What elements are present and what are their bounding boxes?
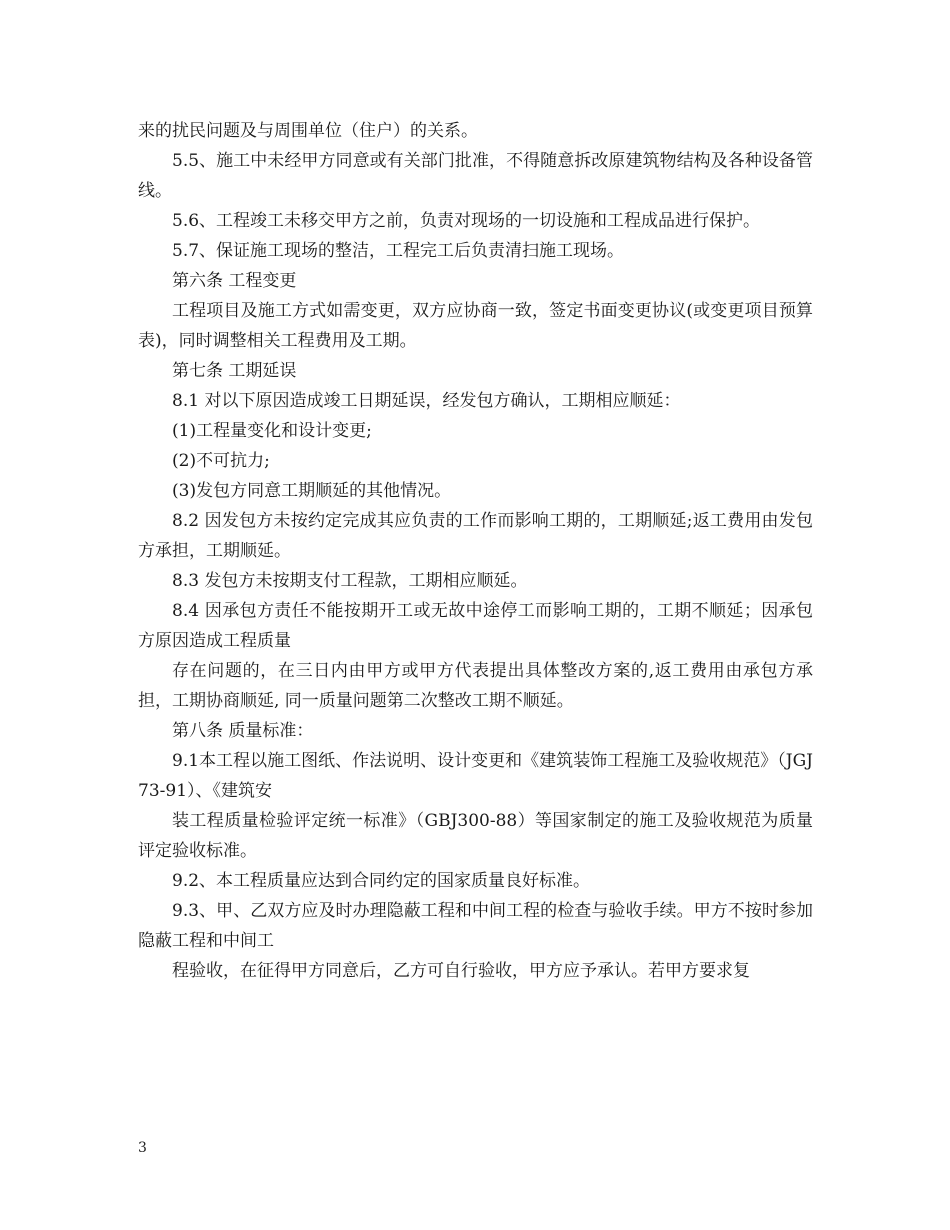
paragraph-17: 装工程质量检验评定统一标准》（GBJ300-88）等国家制定的施工及验收规范为质量评定验收标准。 — [138, 811, 813, 861]
page-number: 3 — [138, 1140, 147, 1156]
paragraph-20: 程验收，在征得甲方同意后，乙方可自行验收，甲方应予承认。若甲方要求复 — [172, 961, 750, 981]
paragraph-18: 9.2、本工程质量应达到合同约定的国家质量良好标准。 — [172, 871, 591, 891]
paragraph-16: 9.1本工程以施工图纸、作法说明、设计变更和《建筑装饰工程施工及验收规范》（JGJ73-91）、《建筑安 — [138, 751, 813, 801]
paragraph-11: 8.2 因发包方未按约定完成其应负责的工作而影响工期的，工期顺延;返工费用由发包方承担，工期顺延。 — [138, 511, 813, 561]
section-heading-8: 第八条 质量标准： — [172, 721, 314, 741]
paragraph-13: 8.4 因承包方责任不能按期开工或无故中途停工而影响工期的，工期不顺延；因承包方原因造成工程质量 — [138, 601, 813, 651]
section-heading-7: 第七条 工期延误 — [172, 361, 297, 381]
paragraph-5: 工程项目及施工方式如需变更，双方应协商一致，签定书面变更协议(或变更项目预算表)，同时调整相关工程费用及工期。 — [138, 301, 813, 351]
paragraph-0: 来的扰民问题及与周围单位（住户）的关系。 — [138, 121, 478, 141]
document-body — [138, 116, 813, 986]
list-item-2: (2)不可抗力; — [172, 451, 270, 471]
paragraph-3: 5.7、保证施工现场的整洁，工程完工后负责清扫施工现场。 — [172, 241, 625, 261]
list-item-3: (3)发包方同意工期顺延的其他情况。 — [172, 481, 452, 501]
paragraph-7: 8.1 对以下原因造成竣工日期延误，经发包方确认，工期相应顺延： — [172, 391, 681, 411]
paragraph-1: 5.5、施工中未经甲方同意或有关部门批准，不得随意拆改原建筑物结构及各种设备管线。 — [138, 151, 813, 201]
section-heading-6: 第六条 工程变更 — [172, 271, 297, 291]
paragraph-12: 8.3 发包方未按期支付工程款，工期相应顺延。 — [172, 571, 528, 591]
list-item-1: (1)工程量变化和设计变更; — [172, 421, 372, 441]
paragraph-2: 5.6、工程竣工未移交甲方之前，负责对现场的一切设施和工程成品进行保护。 — [172, 211, 761, 231]
paragraph-19: 9.3、甲、乙双方应及时办理隐蔽工程和中间工程的检查与验收手续。甲方不按时参加隐蔽工程和中间工 — [138, 901, 813, 951]
paragraph-14: 存在问题的，在三日内由甲方或甲方代表提出具体整改方案的,返工费用由承包方承担，工期协商顺延, 同一质量问题第二次整改工期不顺延。 — [138, 661, 813, 711]
